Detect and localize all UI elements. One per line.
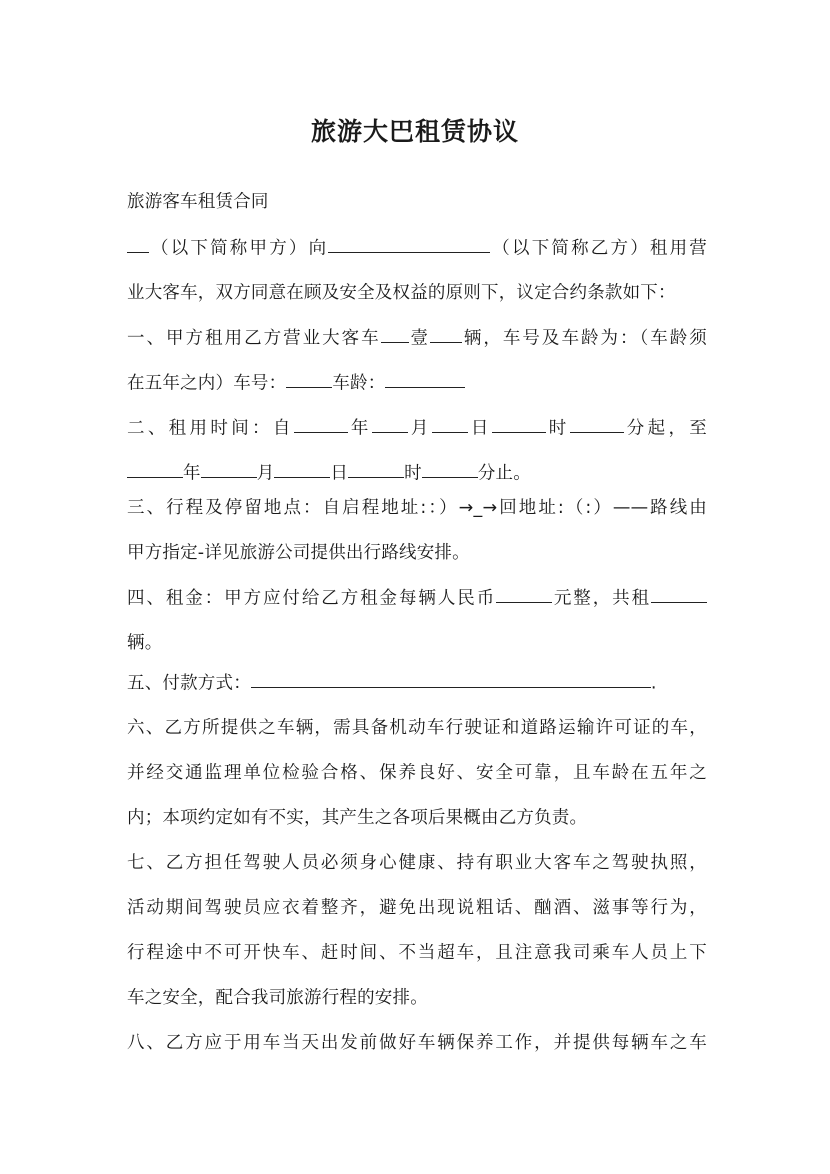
payment-method-blank[interactable]: [251, 669, 651, 688]
clause-7-line-3: 行程途中不可开快车、赶时间、不当超车，且注意我司乘车人员上下: [127, 943, 707, 963]
clause-2-line-2: 年 月 日 时 分止。: [127, 459, 707, 484]
start-minute-blank[interactable]: [570, 414, 624, 433]
subtitle: 旅游客车租赁合同: [127, 192, 269, 212]
clause-4-line-1: 四、租金：甲方应付给乙方租金每辆人民币 元整，共租: [127, 584, 707, 609]
end-minute-blank[interactable]: [422, 459, 478, 478]
start-month-blank[interactable]: [372, 414, 408, 433]
document-title: 旅游大巴租赁协议: [310, 117, 519, 146]
start-hour-blank[interactable]: [492, 414, 546, 433]
paragraph-intro-line-2: 业大客车，双方同意在顾及安全及权益的原则下，议定合约条款如下：: [127, 283, 676, 303]
clause-6-line-3: 内；本项约定如有不实，其产生之各项后果概由乙方负责。: [127, 808, 588, 828]
end-hour-blank[interactable]: [348, 459, 404, 478]
start-year-blank[interactable]: [294, 414, 348, 433]
plate-number-blank[interactable]: [286, 369, 332, 388]
start-day-blank[interactable]: [432, 414, 468, 433]
clause-7-line-4: 车之安全，配合我司旅游行程的安排。: [127, 988, 428, 1008]
vehicle-count-blank-left[interactable]: [381, 324, 409, 343]
clause-2-line-1: 二、租用时间：自 年 月 日 时 分起，至: [127, 414, 707, 439]
clause-3-line-1: 三、行程及停留地点：自启程地址:：）→_→回地址:（:）——路线由: [127, 498, 707, 518]
end-month-blank[interactable]: [201, 459, 257, 478]
clause-8-line-1: 八、乙方应于用车当天出发前做好车辆保养工作，并提供每辆车之车: [127, 1033, 707, 1053]
party-b-blank[interactable]: [328, 234, 490, 253]
paragraph-intro-line-1: （以下简称甲方）向 （以下简称乙方）租用营: [127, 234, 707, 259]
rent-vehicle-count-blank[interactable]: [651, 584, 707, 603]
clause-1-line-2: 在五年之内）车号： 车龄：: [127, 369, 707, 394]
clause-4-line-2: 辆。: [127, 633, 163, 653]
clause-7-line-1: 七、乙方担任驾驶人员必须身心健康、持有职业大客车之驾驶执照，: [127, 853, 707, 873]
clause-7-line-2: 活动期间驾驶员应衣着整齐，避免出现说粗话、酗酒、滋事等行为，: [127, 898, 707, 918]
end-day-blank[interactable]: [274, 459, 330, 478]
rent-amount-blank[interactable]: [496, 584, 552, 603]
vehicle-count-blank-right[interactable]: [430, 324, 462, 343]
clause-6-line-1: 六、乙方所提供之车辆，需具备机动车行驶证和道路运输许可证的车，: [127, 718, 707, 738]
end-year-blank[interactable]: [127, 459, 183, 478]
party-a-blank[interactable]: [127, 234, 149, 253]
clause-5-line-1: 五、付款方式： .: [127, 669, 707, 694]
clause-1-line-1: 一、甲方租用乙方营业大客车 壹 辆，车号及车龄为：（车龄须: [127, 324, 707, 349]
clause-6-line-2: 并经交通监理单位检验合格、保养良好、安全可靠，且车龄在五年之: [127, 763, 707, 783]
vehicle-age-blank[interactable]: [385, 369, 465, 388]
clause-3-line-2: 甲方指定-详见旅游公司提供出行路线安排。: [127, 543, 470, 563]
